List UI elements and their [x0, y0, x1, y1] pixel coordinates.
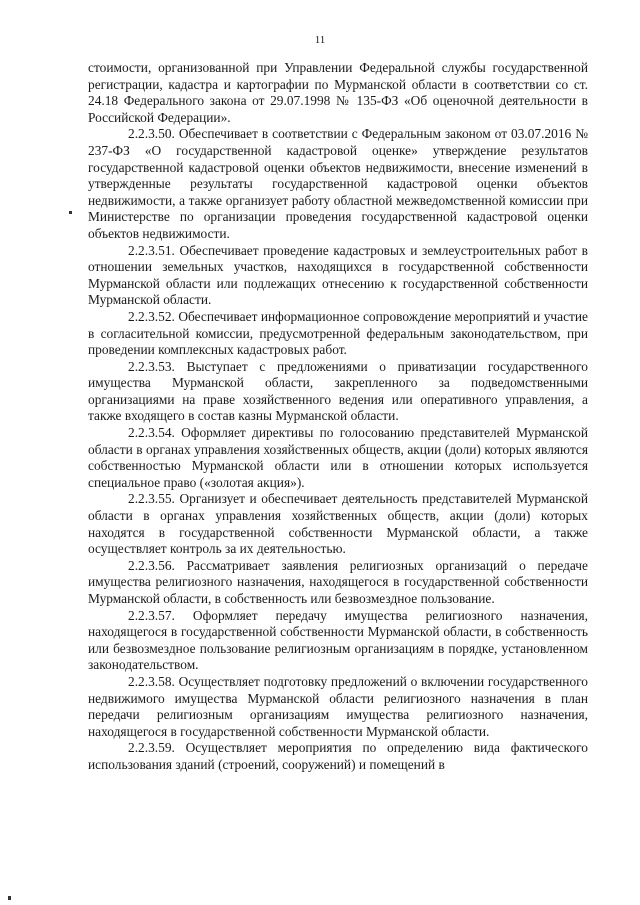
paragraph-2-2-3-59 — [88, 740, 588, 773]
paragraph-2-2-3-53 — [88, 359, 588, 425]
paragraph-text: Обеспечивает в соответствии с Федеральным законом от 03.07.2016 № 237-ФЗ «О государственной кадастровой оценке» утверждение результатов государственной кадастровой оценки объектов недвижимости, внесение изменений в утвержденные результаты государственной кадастровой оценки объектов недвижимости, а также организует работу областной межведомственной комиссии при Министерстве по организации проведения государственной кадастровой оценки объектов недвижимости. — [88, 126, 588, 241]
paragraph-text: Организует и обеспечивает деятельность представителей Мурманской области в органах управления хозяйственных обществ, акции (доли) которых находятся в государственной собственности Мурманской области, а также осуществляет контроль за их деятельностью. — [88, 491, 588, 557]
paragraph-number: 2.2.3.54. — [128, 425, 175, 441]
paragraph-text: Обеспечивает информационное сопровождение мероприятий и участие в согласительной комиссии, предусмотренной федеральным законодательством, при проведении комплексных кадастровых работ. — [88, 308, 588, 358]
paragraph-2-2-3-56 — [88, 558, 588, 608]
paragraph-text: Оформляет директивы по голосованию представителей Мурманской области в органах управления хозяйственных обществ, акции (доли) которых являются собственностью Мурманской области или в отношении которых используется специальное право («золотая акция»). — [88, 425, 588, 490]
scan-artifact — [69, 211, 72, 214]
paragraph-number: 2.2.3.51. — [128, 242, 175, 258]
paragraph-number: 2.2.3.52. — [128, 308, 175, 324]
paragraph-2-2-3-55 — [88, 491, 588, 557]
paragraph-number: 2.2.3.55. — [128, 491, 175, 507]
paragraph-text: стоимости, организованной при Управлении Федеральной службы государственной регистрации, кадастра и картографии по Мурманской области в соответствии со ст. 24.18 Федерального закона от 29.07.1998 № 135-ФЗ «Об оценочной деятельности в Российской Федерации». — [88, 60, 588, 125]
paragraph-number: 2.2.3.59. — [128, 740, 175, 756]
page-number: 11 — [314, 34, 326, 46]
paragraph-number: 2.2.3.57. — [128, 607, 175, 623]
paragraph-text: Выступает с предложениями о приватизации государственного имущества Мурманской области, закрепленного за подведомственными организациями на праве хозяйственного ведения или оперативного управления, а также входящего в состав казны Мурманской области. — [88, 358, 588, 424]
paragraph-2-2-3-58 — [88, 674, 588, 740]
paragraph-number: 2.2.3.56. — [128, 557, 175, 573]
paragraph-text: Обеспечивает проведение кадастровых и землеустроительных работ в отношении земельных участков, находящихся в государственной собственности Мурманской области или подлежащих отнесению к государственной собственности Мурманской области. — [88, 242, 588, 308]
paragraph-text: Рассматривает заявления религиозных организаций о передаче имущества религиозного назначения, находящегося в государственной собственности Мурманской области, в собственность или безвозмездное пользование. — [88, 557, 588, 606]
paragraph-2-2-3-57 — [88, 608, 588, 674]
paragraph-2-2-3-50 — [88, 126, 588, 242]
paragraph-text: Осуществляет подготовку предложений о включении государственного недвижимого имущества Мурманской области религиозного назначения в план передачи религиозным организациям имущества религиозного назначения, находящегося в государственной собственности Мурманской области. — [88, 673, 588, 739]
paragraph-number: 2.2.3.53. — [128, 358, 175, 374]
paragraph-2-2-3-52 — [88, 309, 588, 359]
scan-artifact — [8, 896, 11, 900]
paragraph-2-2-3-54 — [88, 425, 588, 491]
paragraph-text: Оформляет передачу имущества религиозного назначения, находящегося в государственной собственности Мурманской области, в собственность или безвозмездное пользование религиозным организациям в порядке, установленном законодательством. — [88, 607, 588, 673]
paragraph-2-2-3-51 — [88, 243, 588, 309]
paragraph-number: 2.2.3.58. — [128, 673, 175, 689]
paragraph-text: Осуществляет мероприятия по определению вида фактического использования зданий (строений, сооружений) и помещений в — [88, 740, 588, 772]
paragraph-continuation — [88, 60, 588, 126]
paragraph-number: 2.2.3.50. — [128, 126, 175, 142]
document-body — [88, 60, 588, 774]
